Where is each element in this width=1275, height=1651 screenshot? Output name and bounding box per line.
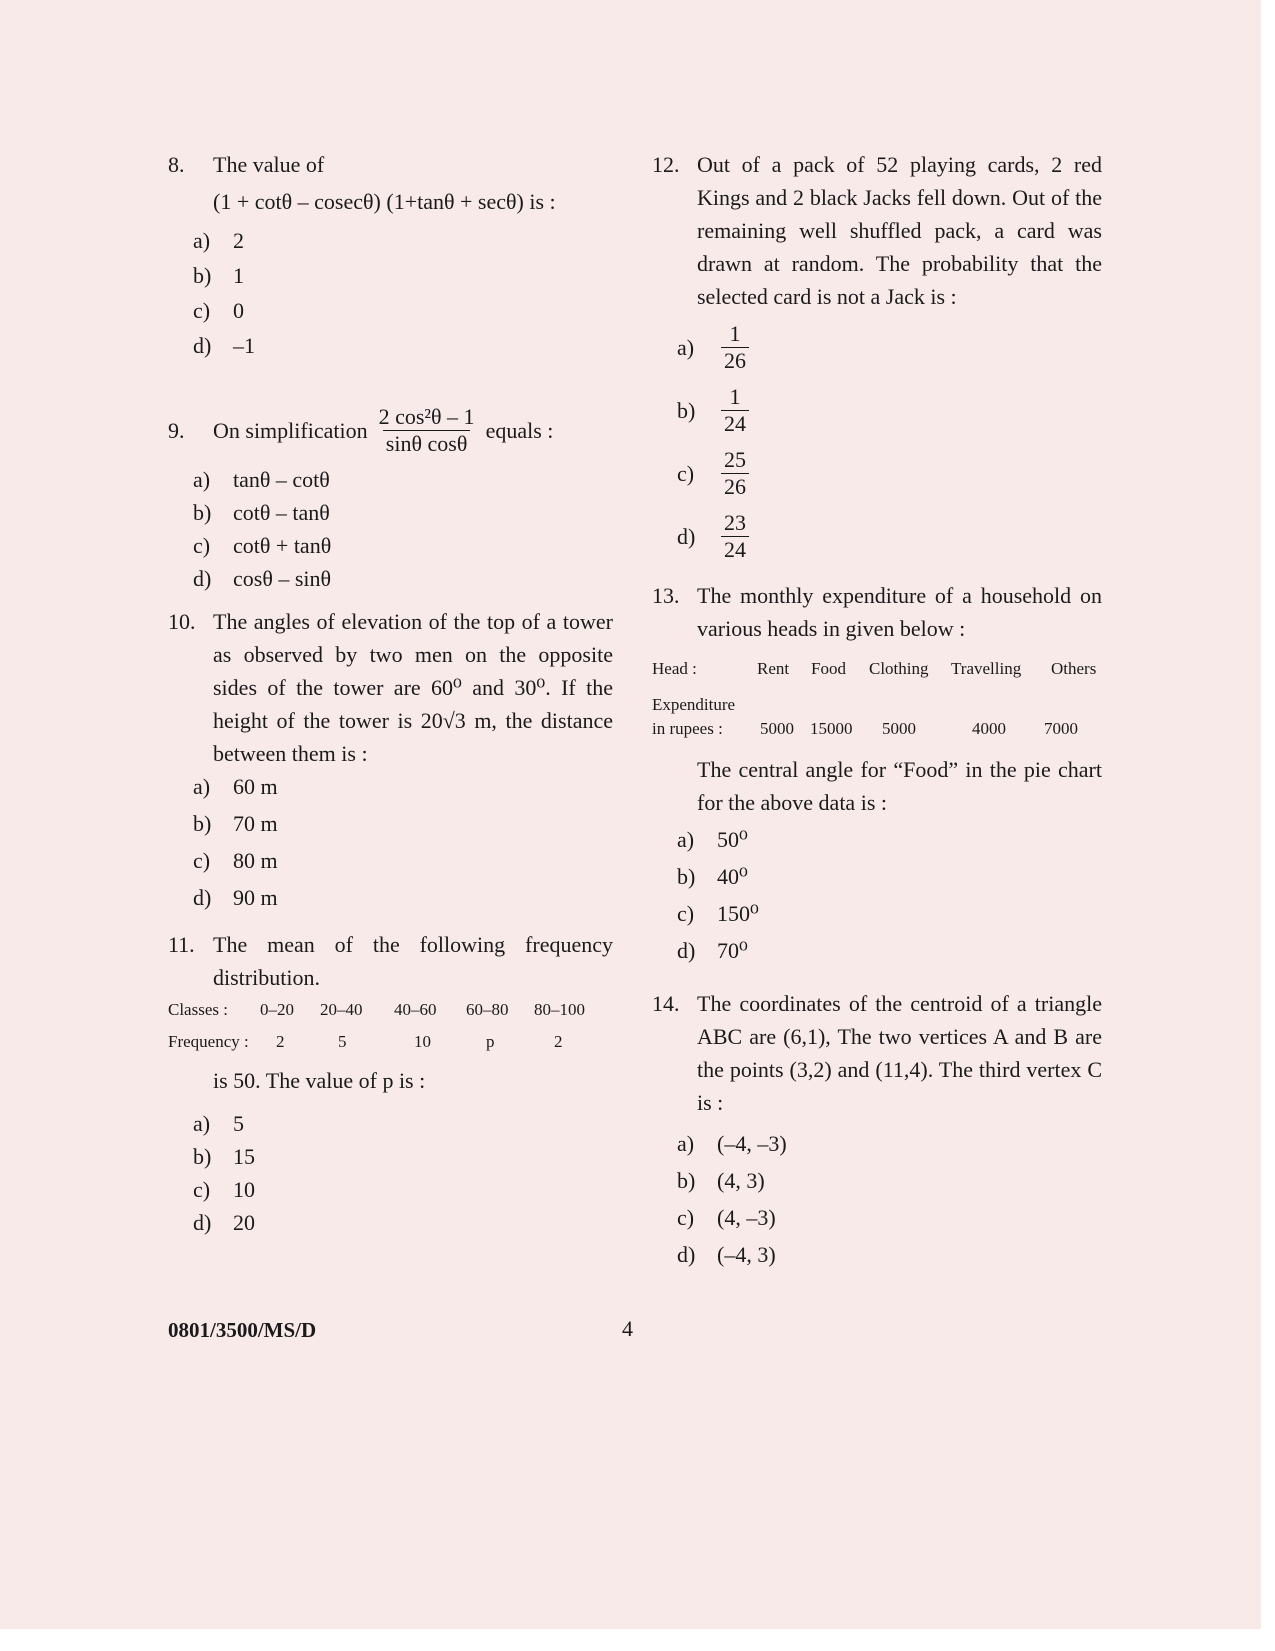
head-cell: Food [811, 659, 846, 678]
fraction-numerator: 23 [724, 510, 746, 535]
fraction-denominator: 24 [721, 410, 749, 437]
fraction-numerator: 2 cos²θ – 1 [378, 404, 475, 429]
question-number: 8. [168, 152, 185, 177]
option-a[interactable] [677, 1127, 1102, 1160]
option-value: 90 m [233, 885, 278, 910]
question-10 [168, 605, 613, 914]
option-c[interactable] [193, 529, 613, 562]
option-value: 60 m [233, 774, 278, 799]
question-text: The angles of elevation of the top of a tower as observed by two men on the opposite sides of the tower are 60⁰ and 30⁰. If the height of the tower is 20√3 m, the distance between them is : [213, 609, 613, 766]
question-tail: The central angle for “Food” in the pie chart for the above data is : [697, 757, 1102, 815]
option-label: c) [193, 1177, 211, 1202]
question-13 [652, 579, 1102, 967]
option-d[interactable] [677, 1238, 1102, 1271]
option-label: b) [193, 263, 212, 288]
option-value: tanθ – cotθ [233, 467, 330, 492]
option-value: 15 [233, 1144, 255, 1169]
expenditure-heads-row [652, 657, 1102, 681]
option-label: d) [677, 938, 696, 963]
option-value: 40⁰ [717, 864, 748, 889]
option-value: 150⁰ [717, 901, 759, 926]
option-c[interactable] [677, 897, 1102, 930]
option-d[interactable] [677, 934, 1102, 967]
option-label: c) [677, 461, 695, 486]
question-number: 10. [168, 609, 196, 634]
option-value: 0 [233, 298, 244, 323]
fraction-denominator: 26 [721, 473, 749, 500]
option-value: (4, 3) [717, 1168, 765, 1193]
option-c[interactable] [193, 1173, 613, 1206]
option-value: (–4, –3) [717, 1131, 787, 1156]
option-label: a) [193, 467, 211, 492]
frequency-cell: p [486, 1032, 495, 1051]
expenditure-cell: 4000 [972, 719, 1006, 738]
option-b[interactable] [677, 1164, 1102, 1197]
expenditure-label-line2: in rupees : [652, 719, 723, 738]
option-a[interactable] [193, 224, 613, 257]
expenditure-cell: 5000 [882, 719, 916, 738]
option-fraction [721, 384, 749, 437]
option-d[interactable] [193, 329, 613, 362]
option-label: d) [193, 885, 212, 910]
page-number: 4 [622, 1316, 633, 1341]
question-number: 13. [652, 583, 680, 608]
head-cell: Travelling [951, 659, 1022, 678]
head-label: Head : [652, 659, 697, 678]
option-label: c) [193, 533, 211, 558]
left-column [168, 148, 613, 1239]
head-cell: Clothing [869, 659, 929, 678]
option-label: a) [193, 228, 211, 253]
classes-label: Classes : [168, 1000, 228, 1019]
fraction-numerator: 1 [729, 321, 741, 346]
option-label: b) [677, 1168, 696, 1193]
option-label: c) [193, 298, 211, 323]
option-label: a) [677, 1131, 695, 1156]
option-d[interactable] [193, 562, 613, 595]
question-text: The mean of the following frequency distribution. [213, 932, 613, 990]
option-value: 1 [233, 263, 244, 288]
option-c[interactable] [677, 1201, 1102, 1234]
option-b[interactable] [193, 496, 613, 529]
option-a[interactable] [193, 1107, 613, 1140]
option-fraction [721, 510, 749, 563]
option-value: 2 [233, 228, 244, 253]
question-number: 9. [168, 418, 185, 443]
option-value: cosθ – sinθ [233, 566, 332, 591]
paper-code: 0801/3500/MS/D [168, 1318, 317, 1342]
question-text: Out of a pack of 52 playing cards, 2 red Kings and 2 black Jacks fell down. Out of the remaining well shuffled pack, a card was drawn at random. The probability that the selected card is not a Jack is : [697, 152, 1102, 309]
question-11 [168, 928, 613, 1239]
option-label: d) [193, 566, 212, 591]
question-9 [168, 404, 613, 595]
option-fraction [721, 447, 749, 500]
option-label: b) [193, 1144, 212, 1169]
option-label: b) [677, 864, 696, 889]
question-text-end: equals : [485, 418, 554, 443]
question-tail: is 50. The value of p is : [213, 1068, 426, 1093]
fraction-denominator: 24 [721, 536, 749, 563]
option-value: (–4, 3) [717, 1242, 776, 1267]
option-c[interactable] [677, 447, 1102, 500]
option-b[interactable] [193, 259, 613, 292]
frequency-row [168, 1030, 613, 1054]
option-label: a) [677, 827, 695, 852]
question-text: On simplification [213, 418, 368, 443]
option-b[interactable] [193, 807, 613, 840]
fraction-numerator: 25 [724, 447, 746, 472]
option-value: 70⁰ [717, 938, 748, 963]
option-value: 20 [233, 1210, 255, 1235]
fraction-numerator: 1 [729, 384, 741, 409]
head-cell: Others [1051, 659, 1097, 678]
fraction [376, 404, 478, 457]
option-label: a) [193, 1111, 211, 1136]
option-d[interactable] [677, 510, 1102, 563]
option-value: cotθ – tanθ [233, 500, 330, 525]
scan-edge-bottom [0, 1629, 1275, 1651]
class-cell: 20–40 [320, 1000, 363, 1019]
option-value: cotθ + tanθ [233, 533, 332, 558]
option-label: d) [193, 333, 212, 358]
option-label: c) [677, 901, 695, 926]
option-label: a) [193, 774, 211, 799]
question-12 [652, 148, 1102, 563]
option-fraction [721, 321, 749, 374]
frequency-cell: 10 [414, 1032, 431, 1051]
right-column [652, 148, 1102, 1271]
frequency-cell: 2 [554, 1032, 563, 1051]
fraction-denominator: sinθ cosθ [383, 430, 471, 457]
option-label: d) [677, 524, 696, 549]
option-label: a) [677, 335, 695, 360]
class-cell: 0–20 [260, 1000, 294, 1019]
option-b[interactable] [193, 1140, 613, 1173]
question-14 [652, 987, 1102, 1271]
frequency-label: Frequency : [168, 1032, 249, 1051]
option-c[interactable] [193, 844, 613, 877]
question-number: 11. [168, 932, 195, 957]
option-label: d) [677, 1242, 696, 1267]
option-value: 50⁰ [717, 827, 748, 852]
frequency-cell: 2 [276, 1032, 285, 1051]
option-a[interactable] [677, 823, 1102, 856]
expenditure-values-row [652, 693, 1102, 741]
option-value: 80 m [233, 848, 278, 873]
option-label: b) [677, 398, 696, 423]
scan-edge-right [1261, 0, 1275, 1651]
expenditure-cell: 7000 [1044, 719, 1078, 738]
question-text: The monthly expenditure of a household on various heads in given below : [697, 583, 1102, 641]
option-label: d) [193, 1210, 212, 1235]
fraction-denominator: 26 [721, 347, 749, 374]
option-a[interactable] [193, 770, 613, 803]
option-label: b) [193, 500, 212, 525]
question-expression: (1 + cotθ – cosecθ) (1+tanθ + secθ) is : [213, 189, 556, 214]
option-label: c) [193, 848, 211, 873]
option-b[interactable] [677, 384, 1102, 437]
option-a[interactable] [193, 463, 613, 496]
expenditure-label [652, 693, 760, 741]
expenditure-label-line1: Expenditure [652, 695, 736, 714]
question-number: 14. [652, 991, 680, 1016]
class-cell: 40–60 [394, 1000, 437, 1019]
expenditure-cell: 15000 [810, 719, 853, 738]
option-value: –1 [233, 333, 255, 358]
option-value: 5 [233, 1111, 244, 1136]
class-cell: 60–80 [466, 1000, 509, 1019]
option-b[interactable] [677, 860, 1102, 893]
option-d[interactable] [193, 881, 613, 914]
question-number: 12. [652, 152, 680, 177]
option-value: (4, –3) [717, 1205, 776, 1230]
option-c[interactable] [193, 294, 613, 327]
option-value: 70 m [233, 811, 278, 836]
frequency-table [168, 998, 613, 1022]
option-label: b) [193, 811, 212, 836]
question-text: The coordinates of the centroid of a triangle ABC are (6,1), The two vertices A and B are the points (3,2) and (11,4). The third vertex C is : [697, 991, 1102, 1115]
frequency-cell: 5 [338, 1032, 347, 1051]
head-cell: Rent [757, 659, 790, 678]
expenditure-cell: 5000 [760, 719, 794, 738]
option-d[interactable] [193, 1206, 613, 1239]
question-8 [168, 148, 613, 362]
option-a[interactable] [677, 321, 1102, 374]
option-value: 10 [233, 1177, 255, 1202]
option-label: c) [677, 1205, 695, 1230]
class-cell: 80–100 [534, 1000, 585, 1019]
question-text: The value of [213, 152, 325, 177]
